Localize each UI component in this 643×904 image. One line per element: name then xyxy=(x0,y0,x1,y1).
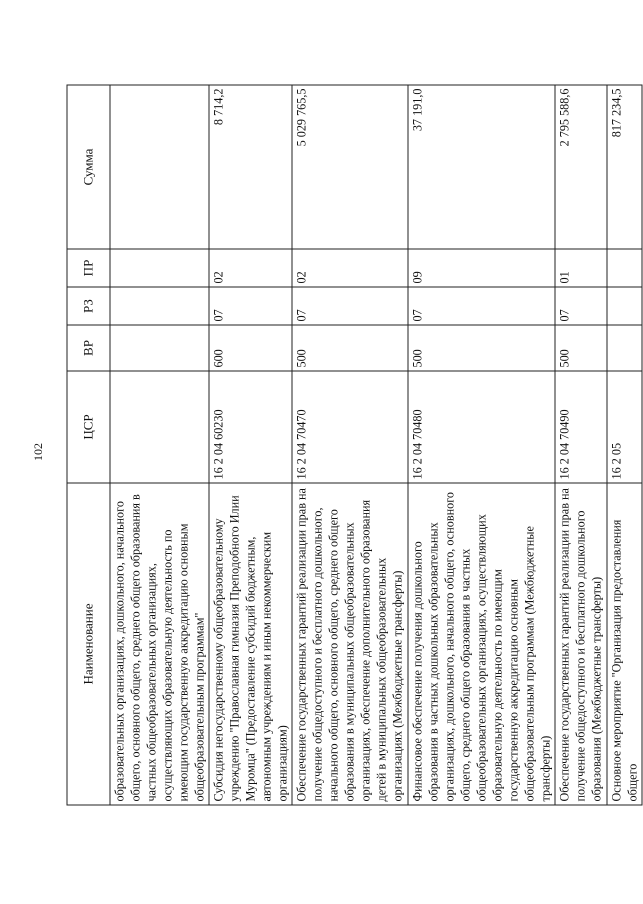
table-row xyxy=(607,85,642,805)
cell-pr: 02 xyxy=(209,249,292,287)
table-header-row xyxy=(67,85,110,805)
cell-sum: 817 234,5 xyxy=(607,85,642,249)
budget-table xyxy=(67,84,643,805)
cell-name: Финансовое обеспечение получения дошкольного образования в частных дошкольных образовательных организациях, дошкольного, начального общего, основного общего, среднего общего образования в частных общеобразовательных организациях, осуществляющих образовательную деятельность по имеющим государственную аккредитацию основным общеобразовательным программам (Межбюджетные трансферты) xyxy=(408,483,555,805)
table-row xyxy=(110,85,209,805)
cell-rz: 07 xyxy=(209,287,292,325)
cell-vr: 500 xyxy=(292,325,408,371)
cell-vr xyxy=(607,325,642,371)
cell-pr: 01 xyxy=(555,249,607,287)
cell-sum: 8 714,2 xyxy=(209,85,292,249)
cell-name: Основное мероприятие "Организация предоставления общего xyxy=(607,483,642,805)
header-rz: РЗ xyxy=(67,287,110,325)
header-csr: ЦСР xyxy=(67,371,110,483)
cell-csr xyxy=(110,371,209,483)
cell-vr: 500 xyxy=(555,325,607,371)
header-pr: ПР xyxy=(67,249,110,287)
cell-csr: 16 2 05 xyxy=(607,371,642,483)
cell-vr: 600 xyxy=(209,325,292,371)
table-row xyxy=(209,85,292,805)
cell-sum: 37 191,0 xyxy=(408,85,555,249)
header-vr: ВР xyxy=(67,325,110,371)
cell-name: Обеспечение государственных гарантий реализации прав на получение общедоступного и бесплатного дошкольного, начального общего, основного общего, среднего общего образования в муниципальных общеобразовательных организациях, обеспечение дополнительного образования детей в муниципальных общеобразовательных организациях (Межбюджетные трансферты) xyxy=(292,483,408,805)
cell-sum: 5 029 765,5 xyxy=(292,85,408,249)
cell-rz: 07 xyxy=(408,287,555,325)
table-row xyxy=(292,85,408,805)
table-row xyxy=(408,85,555,805)
cell-sum xyxy=(110,85,209,249)
cell-vr: 500 xyxy=(408,325,555,371)
cell-name: Субсидия негосударственному общеобразовательному учреждению "Православная гимназия Преподобного Илии Муромца" (Предоставление субсидий бюджетным, автономным учреждениям и иным некоммерческим организациям) xyxy=(209,483,292,805)
cell-csr: 16 2 04 70490 xyxy=(555,371,607,483)
cell-rz xyxy=(110,287,209,325)
cell-csr: 16 2 04 70470 xyxy=(292,371,408,483)
cell-name: Обеспечение государственных гарантий реализации прав на получение общедоступного и бесплатного дошкольного образования (Межбюджетные трансферты) xyxy=(555,483,607,805)
cell-rz: 07 xyxy=(292,287,408,325)
cell-pr: 09 xyxy=(408,249,555,287)
cell-csr: 16 2 04 60230 xyxy=(209,371,292,483)
cell-pr xyxy=(607,249,642,287)
header-sum: Сумма xyxy=(67,85,110,249)
cell-sum: 2 795 588,6 xyxy=(555,85,607,249)
header-name: Наименование xyxy=(67,483,110,805)
table-row xyxy=(555,85,607,805)
cell-csr: 16 2 04 70480 xyxy=(408,371,555,483)
cell-pr: 02 xyxy=(292,249,408,287)
cell-vr xyxy=(110,325,209,371)
cell-rz: 07 xyxy=(555,287,607,325)
rotated-table-container xyxy=(67,85,640,805)
cell-name: образовательных организациях, дошкольного, начального общего, основного общего, среднего общего образования в частных общеобразовательных организациях, осуществляющих образовательную деятельность по имеющим государственную аккредитацию основным общеобразовательным программам" xyxy=(110,483,209,805)
cell-rz xyxy=(607,287,642,325)
cell-pr xyxy=(110,249,209,287)
page-number: 102 xyxy=(31,443,45,461)
